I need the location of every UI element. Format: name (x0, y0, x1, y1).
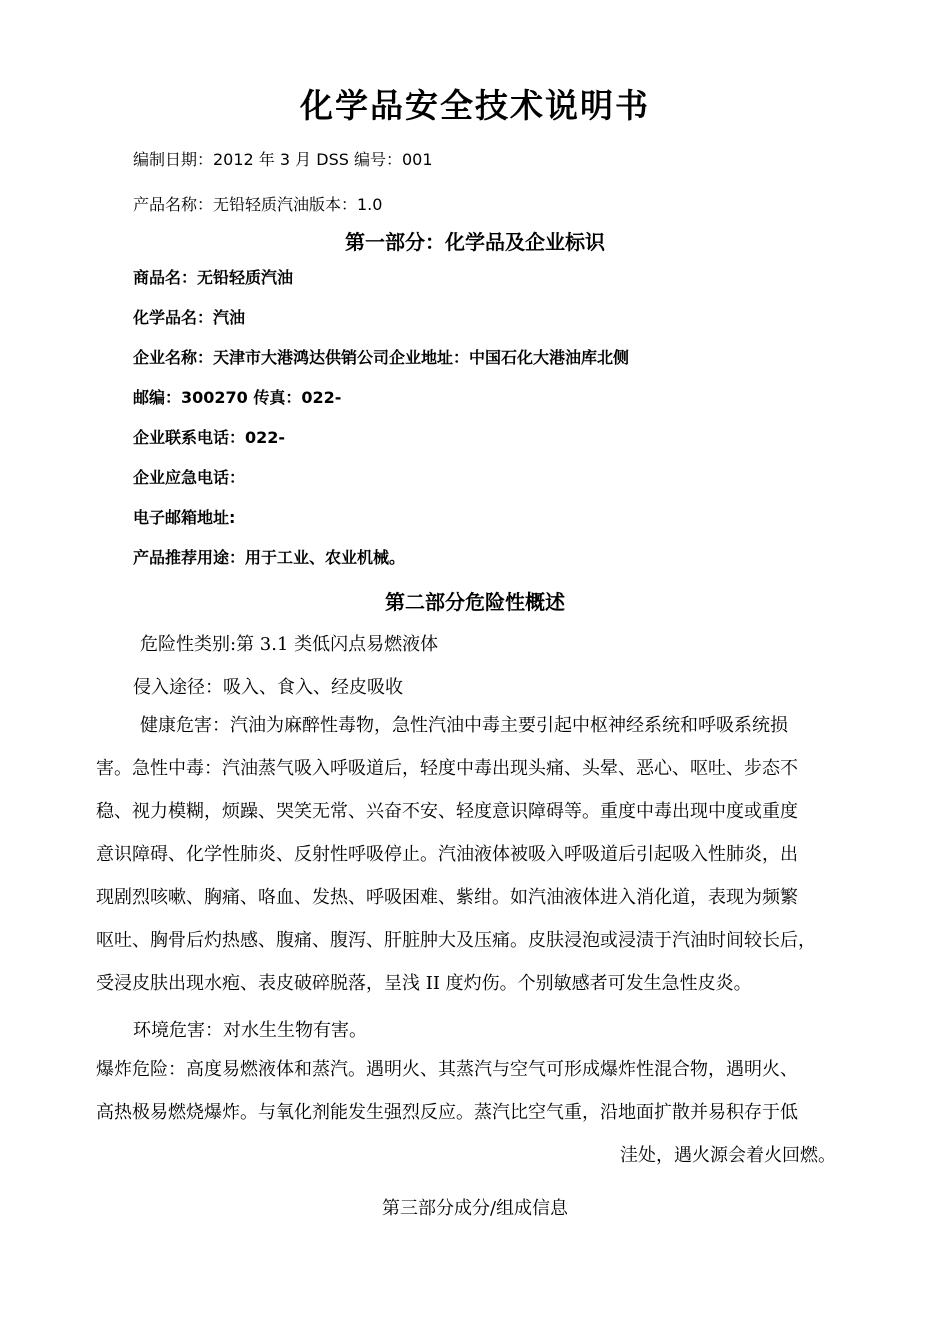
health-hazard-line: 稳、视力模糊，烦躁、哭笑无常、兴奋不安、轻度意识障碍等。重度中毒出现中度或重度 (96, 801, 798, 822)
meta-product-version: 产品名称：无铅轻质汽油版本：1.0 (133, 195, 383, 214)
hazard-class: 危险性类别:第 3.1 类低闪点易燃液体 (140, 634, 439, 655)
field-trade-name: 商品名：无铅轻质汽油 (133, 268, 294, 287)
field-emergency-phone: 企业应急电话： (133, 468, 246, 487)
exposure-routes: 侵入途径：吸入、食入、经皮吸收 (133, 677, 403, 698)
environment-hazard: 环境危害：对水生生物有害。 (133, 1020, 367, 1041)
explosion-hazard-line: 爆炸危险：高度易燃液体和蒸汽。遇明火、其蒸汽与空气可形成爆炸性混合物，遇明火、 (96, 1059, 798, 1080)
part3-heading: 第三部分成分/组成信息 (381, 1198, 569, 1219)
explosion-hazard-paragraph (96, 1048, 856, 1177)
part1-heading: 第一部分：化学品及企业标识 (345, 230, 605, 254)
part2-heading: 第二部分危险性概述 (385, 590, 565, 614)
health-hazard-line: 害。急性中毒：汽油蒸气吸入呼吸道后，轻度中毒出现头痛、头晕、恶心、呕吐、步态不 (96, 758, 798, 779)
explosion-hazard-line: 洼处，遇火源会着火回燃。 (620, 1145, 836, 1166)
health-hazard-line: 健康危害：汽油为麻醉性毒物，急性汽油中毒主要引起中枢神经系统和呼吸系统损 (140, 715, 788, 736)
health-hazard-line: 现剧烈咳嗽、胸痛、咯血、发热、呼吸困难、紫绀。如汽油液体进入消化道，表现为频繁 (96, 887, 798, 908)
field-chemical-name: 化学品名：汽油 (133, 308, 246, 327)
health-hazard-line: 呕吐、胸骨后灼热感、腹痛、腹泻、肝脏肿大及压痛。皮肤浸泡或浸渍于汽油时间较长后， (96, 930, 816, 951)
field-recommended-use: 产品推荐用途：用于工业、农业机械。 (133, 548, 406, 567)
health-hazard-line: 受浸皮肤出现水疱、表皮破碎脱落，呈浅 II 度灼伤。个别敏感者可发生急性皮炎。 (96, 973, 752, 994)
document-title: 化学品安全技术说明书 (300, 86, 650, 125)
health-hazard-line: 意识障碍、化学性肺炎、反射性呼吸停止。汽油液体被吸入呼吸道后引起吸入性肺炎，出 (96, 844, 798, 865)
field-email: 电子邮箱地址: (133, 508, 236, 527)
field-company-name-address: 企业名称：天津市大港鸿达供销公司企业地址：中国石化大港油库北侧 (133, 348, 630, 367)
field-postcode-fax: 邮编：300270 传真：022- (133, 388, 342, 407)
health-hazard-paragraph (96, 704, 856, 1005)
meta-date-dss: 编制日期：2012 年 3 月 DSS 编号：001 (133, 150, 433, 169)
field-contact-phone: 企业联系电话：022- (133, 428, 286, 447)
explosion-hazard-line: 高热极易燃烧爆炸。与氧化剂能发生强烈反应。蒸汽比空气重，沿地面扩散并易积存于低 (96, 1102, 798, 1123)
